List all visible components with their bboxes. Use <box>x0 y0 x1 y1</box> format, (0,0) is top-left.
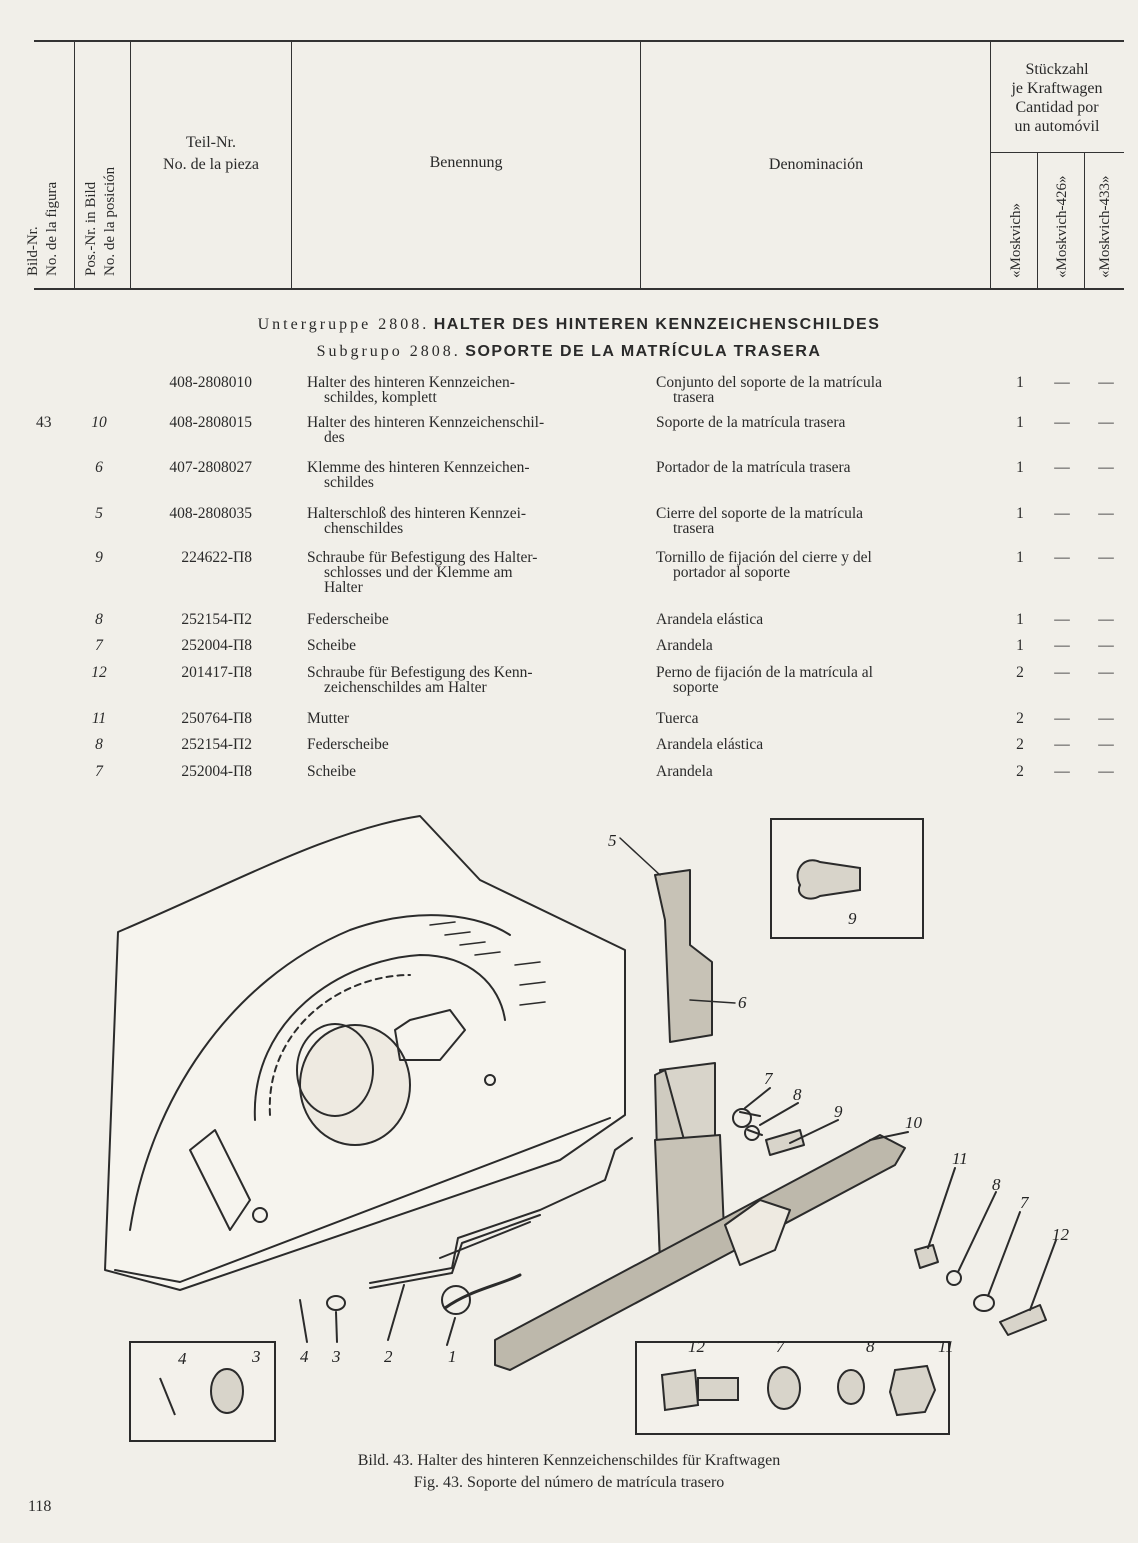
row-denominacion-line: Arandela <box>656 763 713 780</box>
row-part-number: 252004-П8 <box>181 763 252 780</box>
header-fig-label-de: Bild-Nr. <box>25 226 41 276</box>
row-benennung-line: Schraube für Befestigung des Kenn- <box>307 664 533 681</box>
header-part-label-es: No. de la pieza <box>163 156 259 173</box>
row-benennung-line: schildes <box>324 474 374 491</box>
header-qty-line-3: Cantidad por <box>1015 99 1099 116</box>
row-qty-426: — <box>1054 736 1070 753</box>
row-qty-426: — <box>1054 763 1070 780</box>
row-part-number: 408-2808010 <box>169 374 252 391</box>
figure-callout-label: 2 <box>384 1347 393 1366</box>
row-position-number: 8 <box>95 611 103 628</box>
figure-callout-label: 12 <box>688 1337 705 1356</box>
row-qty-426: — <box>1054 374 1070 391</box>
row-part-number: 252154-П2 <box>181 736 252 753</box>
figure-callout-label: 4 <box>178 1349 187 1368</box>
header-denominacion: Denominación <box>768 156 864 173</box>
figure-callout-label: 9 <box>848 909 857 928</box>
row-qty-426: — <box>1054 710 1070 727</box>
row-qty-433: — <box>1098 611 1114 628</box>
row-part-number: 250764-П8 <box>181 710 252 727</box>
row-benennung-line: chenschildes <box>324 520 404 537</box>
row-qty-moskvich: 1 <box>1016 414 1024 431</box>
figure-caption-es: Fig. 43. Soporte del número de matrícula trasero <box>413 1474 725 1491</box>
row-denominacion-line: Cierre del soporte de la matrícula <box>656 505 864 522</box>
header-qty-line-4: un automóvil <box>1014 118 1100 135</box>
row-denominacion-line: portador al soporte <box>673 564 791 581</box>
section-title-de-prefix: Untergruppe 2808. <box>257 316 430 333</box>
row-qty-moskvich: 1 <box>1016 611 1024 628</box>
row-qty-433: — <box>1098 736 1114 753</box>
row-part-number: 201417-П8 <box>181 664 252 681</box>
row-qty-433: — <box>1098 374 1114 391</box>
row-qty-moskvich: 1 <box>1016 505 1024 522</box>
header-model-moskvich: «Moskvich» <box>1008 203 1024 278</box>
header-qty-line-1: Stückzahl <box>1025 61 1089 78</box>
figure-callout-label: 3 <box>252 1347 261 1366</box>
row-part-number: 408-2808035 <box>169 505 252 522</box>
row-position-number: 9 <box>95 549 103 566</box>
row-benennung-line: Schraube für Befestigung des Halter- <box>307 549 538 566</box>
row-denominacion-line: Arandela elástica <box>656 736 764 753</box>
row-position-number: 5 <box>95 505 103 522</box>
page-number: 118 <box>28 1498 52 1515</box>
row-position-number: 7 <box>95 763 103 780</box>
row-qty-426: — <box>1054 637 1070 654</box>
row-denominacion-line: Arandela <box>656 637 713 654</box>
row-qty-moskvich: 1 <box>1016 637 1024 654</box>
row-part-number: 407-2808027 <box>169 459 252 476</box>
row-part-number: 252004-П8 <box>181 637 252 654</box>
figure-callout-label: 3 <box>332 1347 341 1366</box>
row-qty-433: — <box>1098 637 1114 654</box>
row-benennung-line: Klemme des hinteren Kennzeichen- <box>307 459 530 476</box>
row-denominacion-line: trasera <box>673 520 715 537</box>
row-qty-426: — <box>1054 611 1070 628</box>
figure-caption-de: Bild. 43. Halter des hinteren Kennzeichenschildes für Kraftwagen <box>357 1452 781 1469</box>
header-benennung: Benennung <box>429 154 503 171</box>
header-part-label-de: Teil-Nr. <box>186 134 236 151</box>
figure-callout-label: 5 <box>608 831 617 850</box>
row-benennung-line: Halter des hinteren Kennzeichen- <box>307 374 515 391</box>
row-benennung-line: zeichenschildes am Halter <box>324 679 487 696</box>
row-position-number: 10 <box>91 414 107 431</box>
row-qty-433: — <box>1098 710 1114 727</box>
row-denominacion-line: Tornillo de fijación del cierre y del <box>656 549 872 566</box>
row-qty-433: — <box>1098 505 1114 522</box>
row-benennung-line: Halter des hinteren Kennzeichenschil- <box>307 414 545 431</box>
row-qty-moskvich: 2 <box>1016 736 1024 753</box>
row-denominacion-line: Arandela elástica <box>656 611 764 628</box>
row-benennung-line: schlosses und der Klemme am <box>324 564 513 581</box>
row-denominacion-line: Conjunto del soporte de la matrícula <box>656 374 882 391</box>
row-qty-433: — <box>1098 549 1114 566</box>
row-benennung-line: des <box>324 429 345 446</box>
row-figure-number: 43 <box>36 414 52 431</box>
row-benennung-line: Halterschloß des hinteren Kennzei- <box>307 505 527 522</box>
row-position-number: 11 <box>91 710 107 727</box>
section-title-es-main: SOPORTE DE LA MATRÍCULA TRASERA <box>465 343 822 360</box>
row-qty-426: — <box>1054 664 1070 681</box>
figure-callout-label: 10 <box>905 1113 922 1132</box>
row-part-number: 224622-П8 <box>181 549 252 566</box>
figure-callout-label: 12 <box>1052 1225 1069 1244</box>
row-position-number: 7 <box>95 637 103 654</box>
row-qty-moskvich: 2 <box>1016 664 1024 681</box>
row-part-number: 408-2808015 <box>169 414 252 431</box>
row-qty-moskvich: 2 <box>1016 710 1024 727</box>
row-benennung-line: Federscheibe <box>307 736 389 753</box>
header-qty-line-2: je Kraftwagen <box>1011 80 1103 97</box>
row-qty-moskvich: 2 <box>1016 763 1024 780</box>
row-qty-433: — <box>1098 664 1114 681</box>
row-benennung-line: schildes, komplett <box>324 389 437 406</box>
row-position-number: 8 <box>95 736 103 753</box>
figure-callout-label: 11 <box>938 1337 954 1356</box>
figure-callout-label: 1 <box>448 1347 457 1366</box>
row-denominacion-line: Portador de la matrícula trasera <box>656 459 851 476</box>
figure-callout-label: 8 <box>866 1337 875 1356</box>
header-pos-label-de: Pos.-Nr. in Bild <box>83 181 99 276</box>
row-qty-426: — <box>1054 414 1070 431</box>
figure-callout-label: 11 <box>952 1149 968 1168</box>
row-qty-433: — <box>1098 763 1114 780</box>
figure-callout-label: 6 <box>738 993 747 1012</box>
figure-callout-label: 4 <box>300 1347 309 1366</box>
row-denominacion-line: soporte <box>673 679 719 696</box>
row-position-number: 6 <box>95 459 103 476</box>
row-benennung-line: Scheibe <box>307 637 357 654</box>
section-title-de-main: HALTER DES HINTEREN KENNZEICHENSCHILDES <box>433 316 881 333</box>
row-qty-moskvich: 1 <box>1016 459 1024 476</box>
row-qty-433: — <box>1098 414 1114 431</box>
figure-callout-label: 8 <box>992 1175 1001 1194</box>
figure-callout-label: 7 <box>1020 1193 1029 1212</box>
row-qty-426: — <box>1054 549 1070 566</box>
header-model-426: «Moskvich-426» <box>1054 175 1070 278</box>
figure-callout-label: 8 <box>793 1085 802 1104</box>
figure-callout-label: 9 <box>834 1102 843 1121</box>
row-position-number: 12 <box>91 664 107 681</box>
row-denominacion-line: Perno de fijación de la matrícula al <box>656 664 873 681</box>
row-benennung-line: Mutter <box>307 710 350 727</box>
row-qty-426: — <box>1054 459 1070 476</box>
row-part-number: 252154-П2 <box>181 611 252 628</box>
row-qty-moskvich: 1 <box>1016 549 1024 566</box>
header-pos-label-es: No. de la posición <box>102 166 118 276</box>
row-denominacion-line: trasera <box>673 389 715 406</box>
figure-callout-label: 7 <box>764 1069 773 1088</box>
row-denominacion-line: Soporte de la matrícula trasera <box>656 414 846 431</box>
row-benennung-line: Scheibe <box>307 763 357 780</box>
row-benennung-line: Federscheibe <box>307 611 389 628</box>
row-benennung-line: Halter <box>324 579 363 596</box>
header-fig-label-es: No. de la figura <box>44 181 60 276</box>
row-qty-426: — <box>1054 505 1070 522</box>
figure-callout-label: 7 <box>776 1337 785 1356</box>
row-qty-moskvich: 1 <box>1016 374 1024 391</box>
header-model-433: «Moskvich-433» <box>1097 175 1113 278</box>
row-qty-433: — <box>1098 459 1114 476</box>
section-title-es-prefix: Subgrupo 2808. <box>316 343 461 360</box>
row-denominacion-line: Tuerca <box>656 710 699 727</box>
